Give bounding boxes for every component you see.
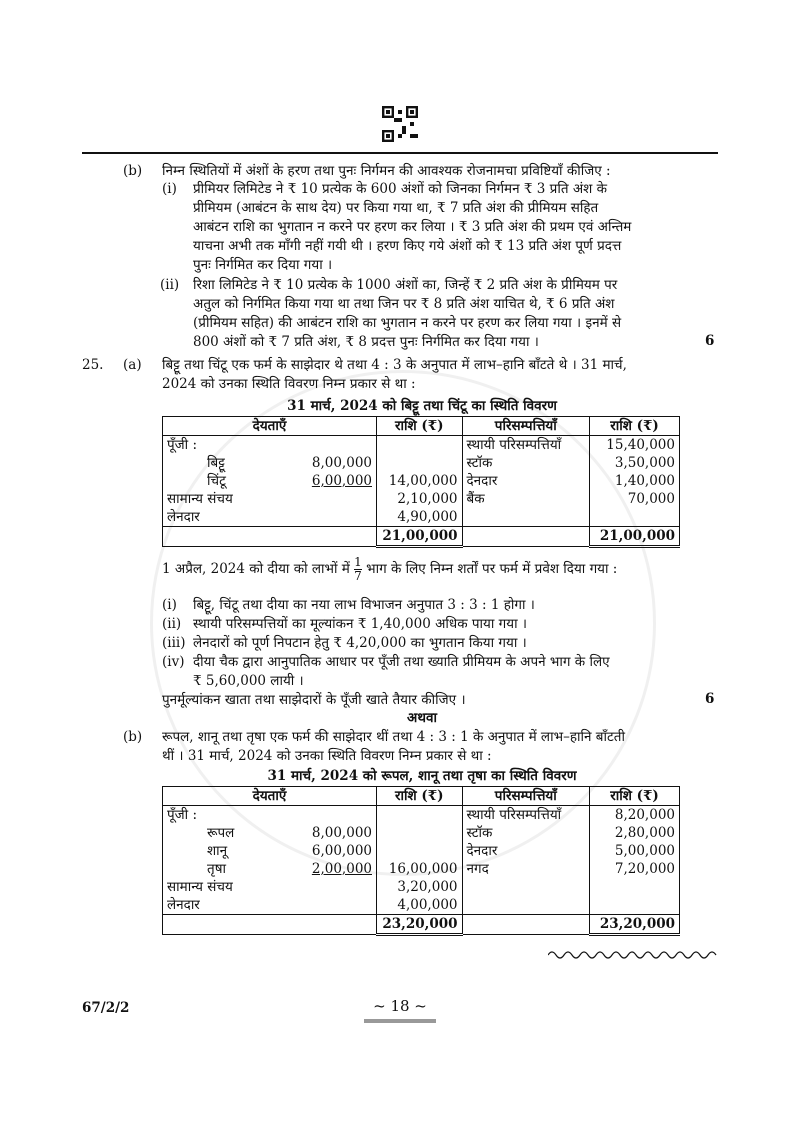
term-text: स्थायी परिसम्पत्तियों का मूल्यांकन ₹ 1,40,000 अधिक पाया गया । bbox=[193, 616, 528, 632]
assets-total: 21,00,000 bbox=[590, 527, 680, 547]
partner-capital: 8,00,000 bbox=[311, 825, 372, 841]
term-text: लेनदारों को पूर्ण निपटान हेतु ₹ 4,20,000 का भुगतान किया गया । bbox=[193, 635, 527, 651]
fraction bbox=[354, 556, 362, 583]
q24b-ii-line: (प्रीमियम सहित) की आबंटन राशि का भुगतान न करने पर हरण कर लिया गया । इनमें से bbox=[193, 315, 622, 331]
or-text: अथवा bbox=[407, 710, 437, 726]
liability-name: लेनदार bbox=[167, 897, 200, 913]
paper-code: 67/2/2 bbox=[82, 1000, 130, 1016]
q24b-intro: निम्न स्थितियों में अंशों के हरण तथा पुनः निर्गमन की आवश्यक रोजनामचा प्रविष्टियाँ कीजिए : bbox=[162, 163, 611, 179]
page-number: ~ 18 ~ bbox=[373, 997, 427, 1015]
partner-capital: 8,00,000 bbox=[311, 455, 372, 471]
q25a-intro: 2024 को उनका स्थिति विवरण निम्न प्रकार से था : bbox=[162, 376, 416, 392]
partner-capital: 2,00,000 bbox=[311, 861, 372, 877]
q24b-label: (b) bbox=[123, 163, 143, 179]
col-header: राशि (₹) bbox=[377, 417, 463, 436]
capital-total: 16,00,000 bbox=[388, 861, 458, 877]
admission-text: भाग के लिए निम्न शर्तों पर फर्म में प्रवेश दिया गया : bbox=[366, 561, 618, 577]
asset-amount: 3,50,000 bbox=[614, 455, 675, 471]
term-label: (iii) bbox=[162, 635, 186, 651]
asset-amount: 7,20,000 bbox=[614, 861, 675, 877]
q25a-marks: 6 bbox=[705, 691, 715, 707]
q25a-balance-sheet bbox=[162, 416, 680, 548]
partner-capital: 6,00,000 bbox=[311, 473, 372, 489]
partner-capital: 6,00,000 bbox=[311, 843, 372, 859]
q25b-intro: थीं । 31 मार्च, 2024 को उनका स्थिति विवरण निम्न प्रकार से था : bbox=[162, 748, 492, 764]
asset-name: स्थायी परिसम्पत्तियाँ bbox=[466, 437, 562, 453]
q24b-ii-label: (ii) bbox=[160, 277, 180, 293]
partner-name: बिट्टू bbox=[207, 455, 225, 471]
partner-name: रूपल bbox=[207, 825, 235, 841]
q25a-instruction: पुनर्मूल्यांकन खाता तथा साझेदारों के पूँजी खाते तैयार कीजिए । bbox=[162, 692, 466, 708]
liabilities-total: 23,20,000 bbox=[377, 915, 463, 935]
liability-name: सामान्य संचय bbox=[167, 879, 233, 895]
q24b-i-label: (i) bbox=[162, 181, 177, 197]
term-text: दीया चैक द्वारा आनुपातिक आधार पर पूँजी तथा ख्याति प्रीमियम के अपने भाग के लिए bbox=[193, 654, 610, 670]
asset-name: स्टॉक bbox=[466, 825, 493, 841]
liability-amount: 2,10,000 bbox=[397, 491, 458, 507]
asset-amount: 8,20,000 bbox=[614, 807, 675, 823]
liability-name: सामान्य संचय bbox=[167, 491, 233, 507]
q24b-i-line: प्रीमियर लिमिटेड ने ₹ 10 प्रत्येक के 600 अंशों को जिनका निर्गमन ₹ 3 प्रति अंश के bbox=[193, 181, 607, 197]
q25a-label: (a) bbox=[123, 357, 142, 373]
liabilities-total: 21,00,000 bbox=[377, 527, 463, 547]
q24b-i-line: प्रीमियम (आबंटन के साथ देय) पर किया गया था, ₹ 7 प्रति अंश की प्रीमियम सहित bbox=[193, 200, 599, 216]
col-header: परिसम्पत्तियाँ bbox=[462, 787, 590, 806]
liability-amount: 4,00,000 bbox=[397, 897, 458, 913]
term-label: (i) bbox=[162, 597, 177, 613]
asset-amount: 5,00,000 bbox=[614, 843, 675, 859]
q24b-marks: 6 bbox=[705, 333, 715, 349]
asset-name: स्थायी परिसम्पत्तियाँ bbox=[466, 807, 562, 823]
q25-number: 25. bbox=[82, 357, 104, 373]
fraction-denominator: 7 bbox=[354, 569, 362, 583]
q25b-label: (b) bbox=[123, 729, 143, 745]
liability-name: लेनदार bbox=[167, 509, 200, 525]
q25a-intro: बिट्टू तथा चिंटू एक फर्म के साझेदार थे तथा 4 : 3 के अनुपात में लाभ–हानि बाँटते थे । 31 मार्च, bbox=[162, 357, 627, 373]
term-text: बिट्टू, चिंटू तथा दीया का नया लाभ विभाजन अनुपात 3 : 3 : 1 होगा । bbox=[193, 597, 535, 613]
asset-name: नगद bbox=[466, 861, 489, 877]
col-header: राशि (₹) bbox=[590, 787, 680, 806]
col-header: देयताएँ bbox=[163, 417, 377, 436]
wavy-line bbox=[548, 948, 718, 962]
term-text: ₹ 5,60,000 लायी । bbox=[193, 673, 304, 689]
liability-amount: 4,90,000 bbox=[397, 509, 458, 525]
assets-total: 23,20,000 bbox=[590, 915, 680, 935]
partner-name: तृषा bbox=[207, 861, 226, 877]
term-label: (ii) bbox=[162, 616, 182, 632]
col-header: राशि (₹) bbox=[590, 417, 680, 436]
q25b-intro: रूपल, शानू तथा तृषा एक फर्म की साझेदार थीं तथा 4 : 3 : 1 के अनुपात में लाभ–हानि बाँटती bbox=[162, 729, 625, 745]
q25b-balance-sheet bbox=[162, 786, 680, 936]
page-number-bar bbox=[364, 1019, 436, 1023]
header-rule bbox=[82, 152, 718, 154]
capital-label: पूँजी : bbox=[167, 437, 198, 453]
liability-amount: 3,20,000 bbox=[397, 879, 458, 895]
asset-amount: 15,40,000 bbox=[606, 437, 675, 453]
col-header: देयताएँ bbox=[163, 787, 377, 806]
q24b-i-line: पुनः निर्गमित कर दिया गया । bbox=[193, 257, 333, 273]
q25a-table-title: 31 मार्च, 2024 को बिट्टू तथा चिंटू का स्थिति विवरण bbox=[287, 398, 557, 414]
q24b-i-line: आबंटन राशि का भुगतान न करने पर हरण कर लिया । ₹ 3 प्रति अंश की प्रथम एवं अन्तिम bbox=[193, 219, 632, 235]
col-header: परिसम्पत्तियाँ bbox=[462, 417, 590, 436]
q24b-ii-line: रिशा लिमिटेड ने ₹ 10 प्रत्येक के 1000 अंशों का, जिन्हें ₹ 2 प्रति अंश के प्रीमियम पर bbox=[193, 277, 618, 293]
qr-code-icon bbox=[382, 106, 418, 142]
asset-name: बैंक bbox=[466, 491, 485, 507]
asset-name: देनदार bbox=[466, 473, 498, 489]
asset-name: स्टॉक bbox=[466, 455, 493, 471]
capital-total: 14,00,000 bbox=[388, 473, 458, 489]
admission-text: 1 अप्रैल, 2024 को दीया को लाभों में bbox=[162, 561, 350, 577]
partner-name: चिंटू bbox=[207, 473, 226, 489]
term-label: (iv) bbox=[162, 654, 185, 670]
q25b-table-title: 31 मार्च, 2024 को रूपल, शानू तथा तृषा का स्थिति विवरण bbox=[267, 768, 577, 784]
q25a-admission bbox=[162, 556, 617, 583]
fraction-numerator: 1 bbox=[354, 555, 362, 569]
col-header: राशि (₹) bbox=[377, 787, 463, 806]
q24b-i-line: याचना अभी तक माँगी नहीं गयी थी । हरण किए गये अंशों को ₹ 13 प्रति अंश पूर्ण प्रदत्त bbox=[193, 238, 622, 254]
asset-amount: 70,000 bbox=[627, 491, 675, 507]
asset-amount: 2,80,000 bbox=[614, 825, 675, 841]
asset-name: देनदार bbox=[466, 843, 498, 859]
q24b-ii-line: अतुल को निर्गमित किया गया था तथा जिन पर ₹ 8 प्रति अंश याचित थे, ₹ 6 प्रति अंश bbox=[193, 296, 615, 312]
capital-label: पूँजी : bbox=[167, 807, 198, 823]
asset-amount: 1,40,000 bbox=[614, 473, 675, 489]
partner-name: शानू bbox=[207, 843, 228, 859]
q24b-ii-line: 800 अंशों को ₹ 7 प्रति अंश, ₹ 8 प्रदत्त पुनः निर्गमित कर दिया गया । bbox=[193, 334, 539, 350]
